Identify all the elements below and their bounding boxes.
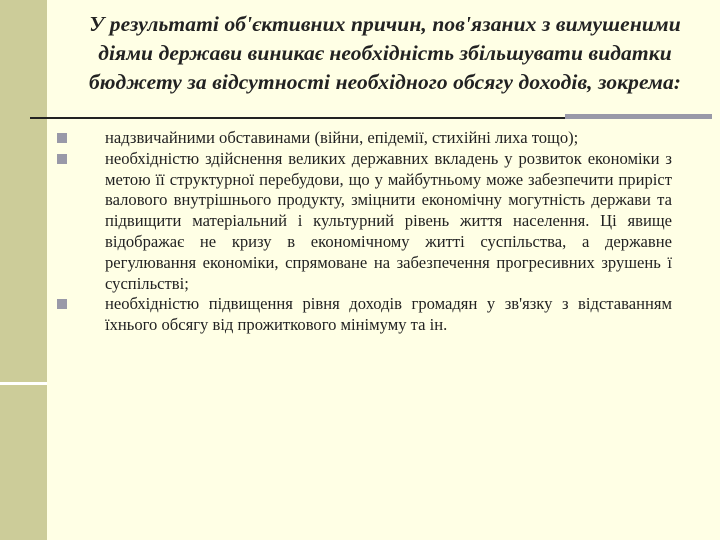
left-decorative-band (0, 0, 47, 540)
slide-title: У результаті об'єктивних причин, пов'язаних з вимушеними діями держави виникає необхідність збільшувати видатки бюджету за відсутності необхідного обсягу доходів, зокрема: (88, 12, 682, 94)
bullet-item-investments (56, 149, 672, 295)
square-bullet-icon (57, 133, 67, 143)
bullet-item-income (56, 294, 672, 336)
bullet-item-emergencies (56, 128, 672, 149)
square-bullet-icon (57, 299, 67, 309)
bullet-text: необхідністю підвищення рівня доходів громадян у зв'язку з відставанням їхнього обсягу від прожиткового мінімуму та ін. (105, 294, 672, 335)
square-bullet-icon (57, 154, 67, 164)
band-divider (0, 382, 47, 385)
bullet-text: необхідністю здійснення великих державних вкладень у розвиток економіки з метою її структурної перебудови, що у майбутньому може забезпечити приріст валового внутрішнього продукту, зміцнити економічну могутність держави та підвищити матеріальний і культурний рівень життя населення. Ці явище відображає не кризу в економічному житті суспільства, а державне регулювання економіки, спрямоване на забезпечення прогресивних зрушень ї суспільстві; (105, 148, 672, 293)
bullet-list (56, 128, 672, 336)
title-accent-bar (565, 114, 712, 119)
bullet-text: надзвичайними обставинами (війни, епідемії, стихійні лиха тощо); (105, 128, 579, 147)
